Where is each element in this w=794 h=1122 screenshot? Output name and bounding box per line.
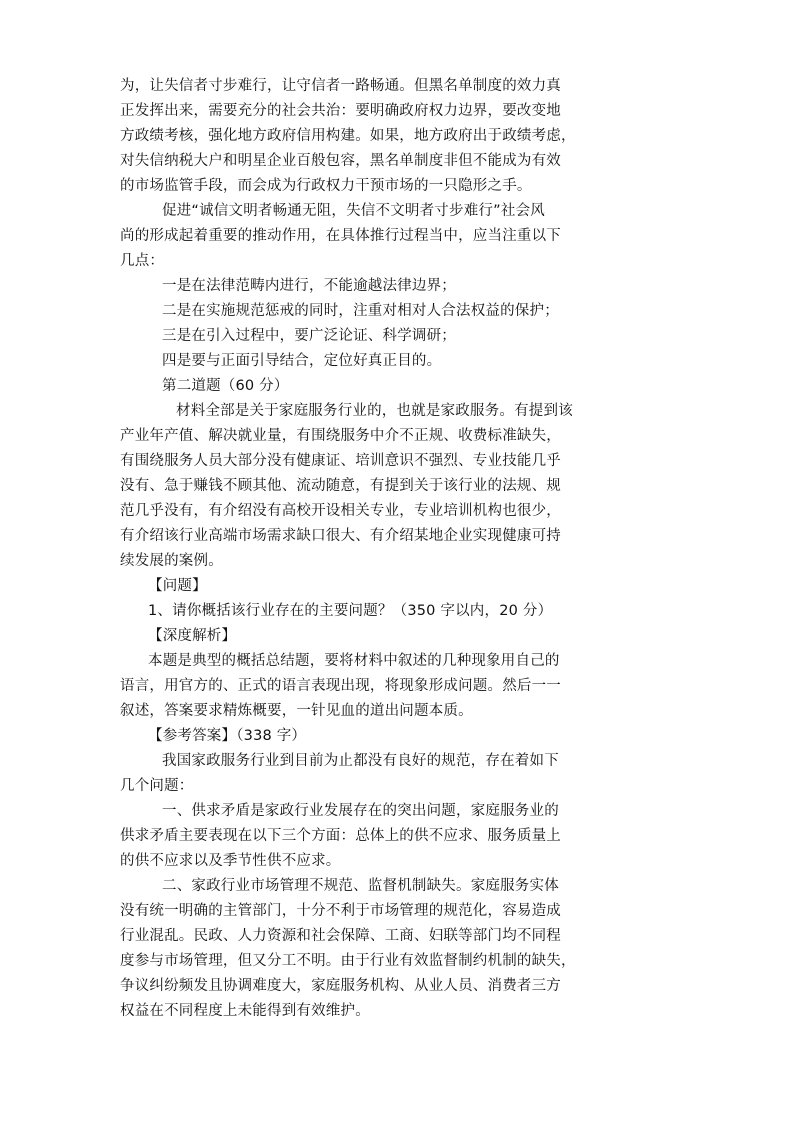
question-text: 1、请你概括该行业存在的主要问题？（350 字以内，20 分） [148, 603, 553, 619]
answer-heading: 【参考答案】（338 字） [148, 728, 307, 744]
text-line: 有围绕服务人员大部分没有健康证、培训意识不强烈、专业技能几乎 [120, 453, 561, 469]
list-item: 二是在实施规范惩戒的同时，注重对相对人合法权益的保护； [162, 303, 559, 319]
text-line: 促进“诚信文明者畅通无阻，失信不文明者寸步难行”社会风 [162, 203, 545, 219]
analysis-heading: 【深度解析】 [148, 628, 237, 644]
text-line: 争议纠纷频发且协调难度大，家庭服务机构、从业人员、消费者三方 [120, 978, 561, 994]
question-heading: 【问题】 [148, 578, 207, 594]
text-line: 我国家政服务行业到目前为止都没有良好的规范，存在着如下 [162, 753, 559, 769]
text-line: 正发挥出来，需要充分的社会共治：要明确政府权力边界，要改变地 [120, 103, 561, 119]
text-line: 权益在不同程度上未能得到有效维护。 [120, 1003, 370, 1019]
text-line: 对失信纳税大户和明星企业百般包容，黑名单制度非但不能成为有效 [120, 153, 561, 169]
text-line: 几个问题： [120, 778, 194, 794]
section-heading: 第二道题（60 分） [162, 378, 289, 394]
text-line: 为，让失信者寸步难行，让守信者一路畅通。但黑名单制度的效力真 [120, 78, 561, 94]
text-line: 产业年产值、解决就业量，有围绕服务中介不正规、收费标准缺失， [120, 428, 561, 444]
text-line: 没有统一明确的主管部门，十分不利于市场管理的规范化，容易造成 [120, 903, 561, 919]
text-line: 一、供求矛盾是家政行业发展存在的突出问题，家庭服务业的 [162, 803, 559, 819]
text-line: 方政绩考核，强化地方政府信用构建。如果，地方政府出于政绩考虑， [120, 128, 576, 144]
text-line: 的市场监管手段，而会成为行政权力干预市场的一只隐形之手。 [120, 178, 532, 194]
text-line: 几点： [120, 253, 165, 269]
text-line: 供求矛盾主要表现在以下三个方面：总体上的供不应求、服务质量上 [120, 828, 561, 844]
text-line: 没有、急于赚钱不顾其他、流动随意，有提到关于该行业的法规、规 [120, 478, 561, 494]
text-line: 本题是典型的概括总结题，要将材料中叙述的几种现象用自己的 [148, 653, 560, 669]
text-line: 叙述，答案要求精炼概要，一针见血的道出问题本质。 [120, 703, 473, 719]
list-item: 一是在法律范畴内进行，不能逾越法律边界； [162, 278, 456, 294]
text-line: 范几乎没有，有介绍没有高校开设相关专业，专业培训机构也很少， [120, 503, 561, 519]
text-line: 语言，用官方的、正式的语言表现出现，将现象形成问题。然后一一 [120, 678, 561, 694]
text-line: 有介绍该行业高端市场需求缺口很大、有介绍某地企业实现健康可持 [120, 528, 561, 544]
text-line: 度参与市场管理，但又分工不明。由于行业有效监督制约机制的缺失， [120, 953, 576, 969]
text-line: 二、家政行业市场管理不规范、监督机制缺失。家庭服务实体 [162, 878, 559, 894]
text-line: 续发展的案例。 [120, 553, 223, 569]
text-line: 的供不应求以及季节性供不应求。 [120, 853, 341, 869]
text-line: 尚的形成起着重要的推动作用，在具体推行过程当中，应当注重以下 [120, 228, 561, 244]
list-item: 四是要与正面引导结合，定位好真正目的。 [162, 353, 442, 369]
text-line: 行业混乱。民政、人力资源和社会保障、工商、妇联等部门均不同程 [120, 928, 561, 944]
text-line: 材料全部是关于家庭服务行业的，也就是家政服务。有提到该 [176, 403, 573, 419]
list-item: 三是在引入过程中，要广泛论证、科学调研； [162, 328, 456, 344]
